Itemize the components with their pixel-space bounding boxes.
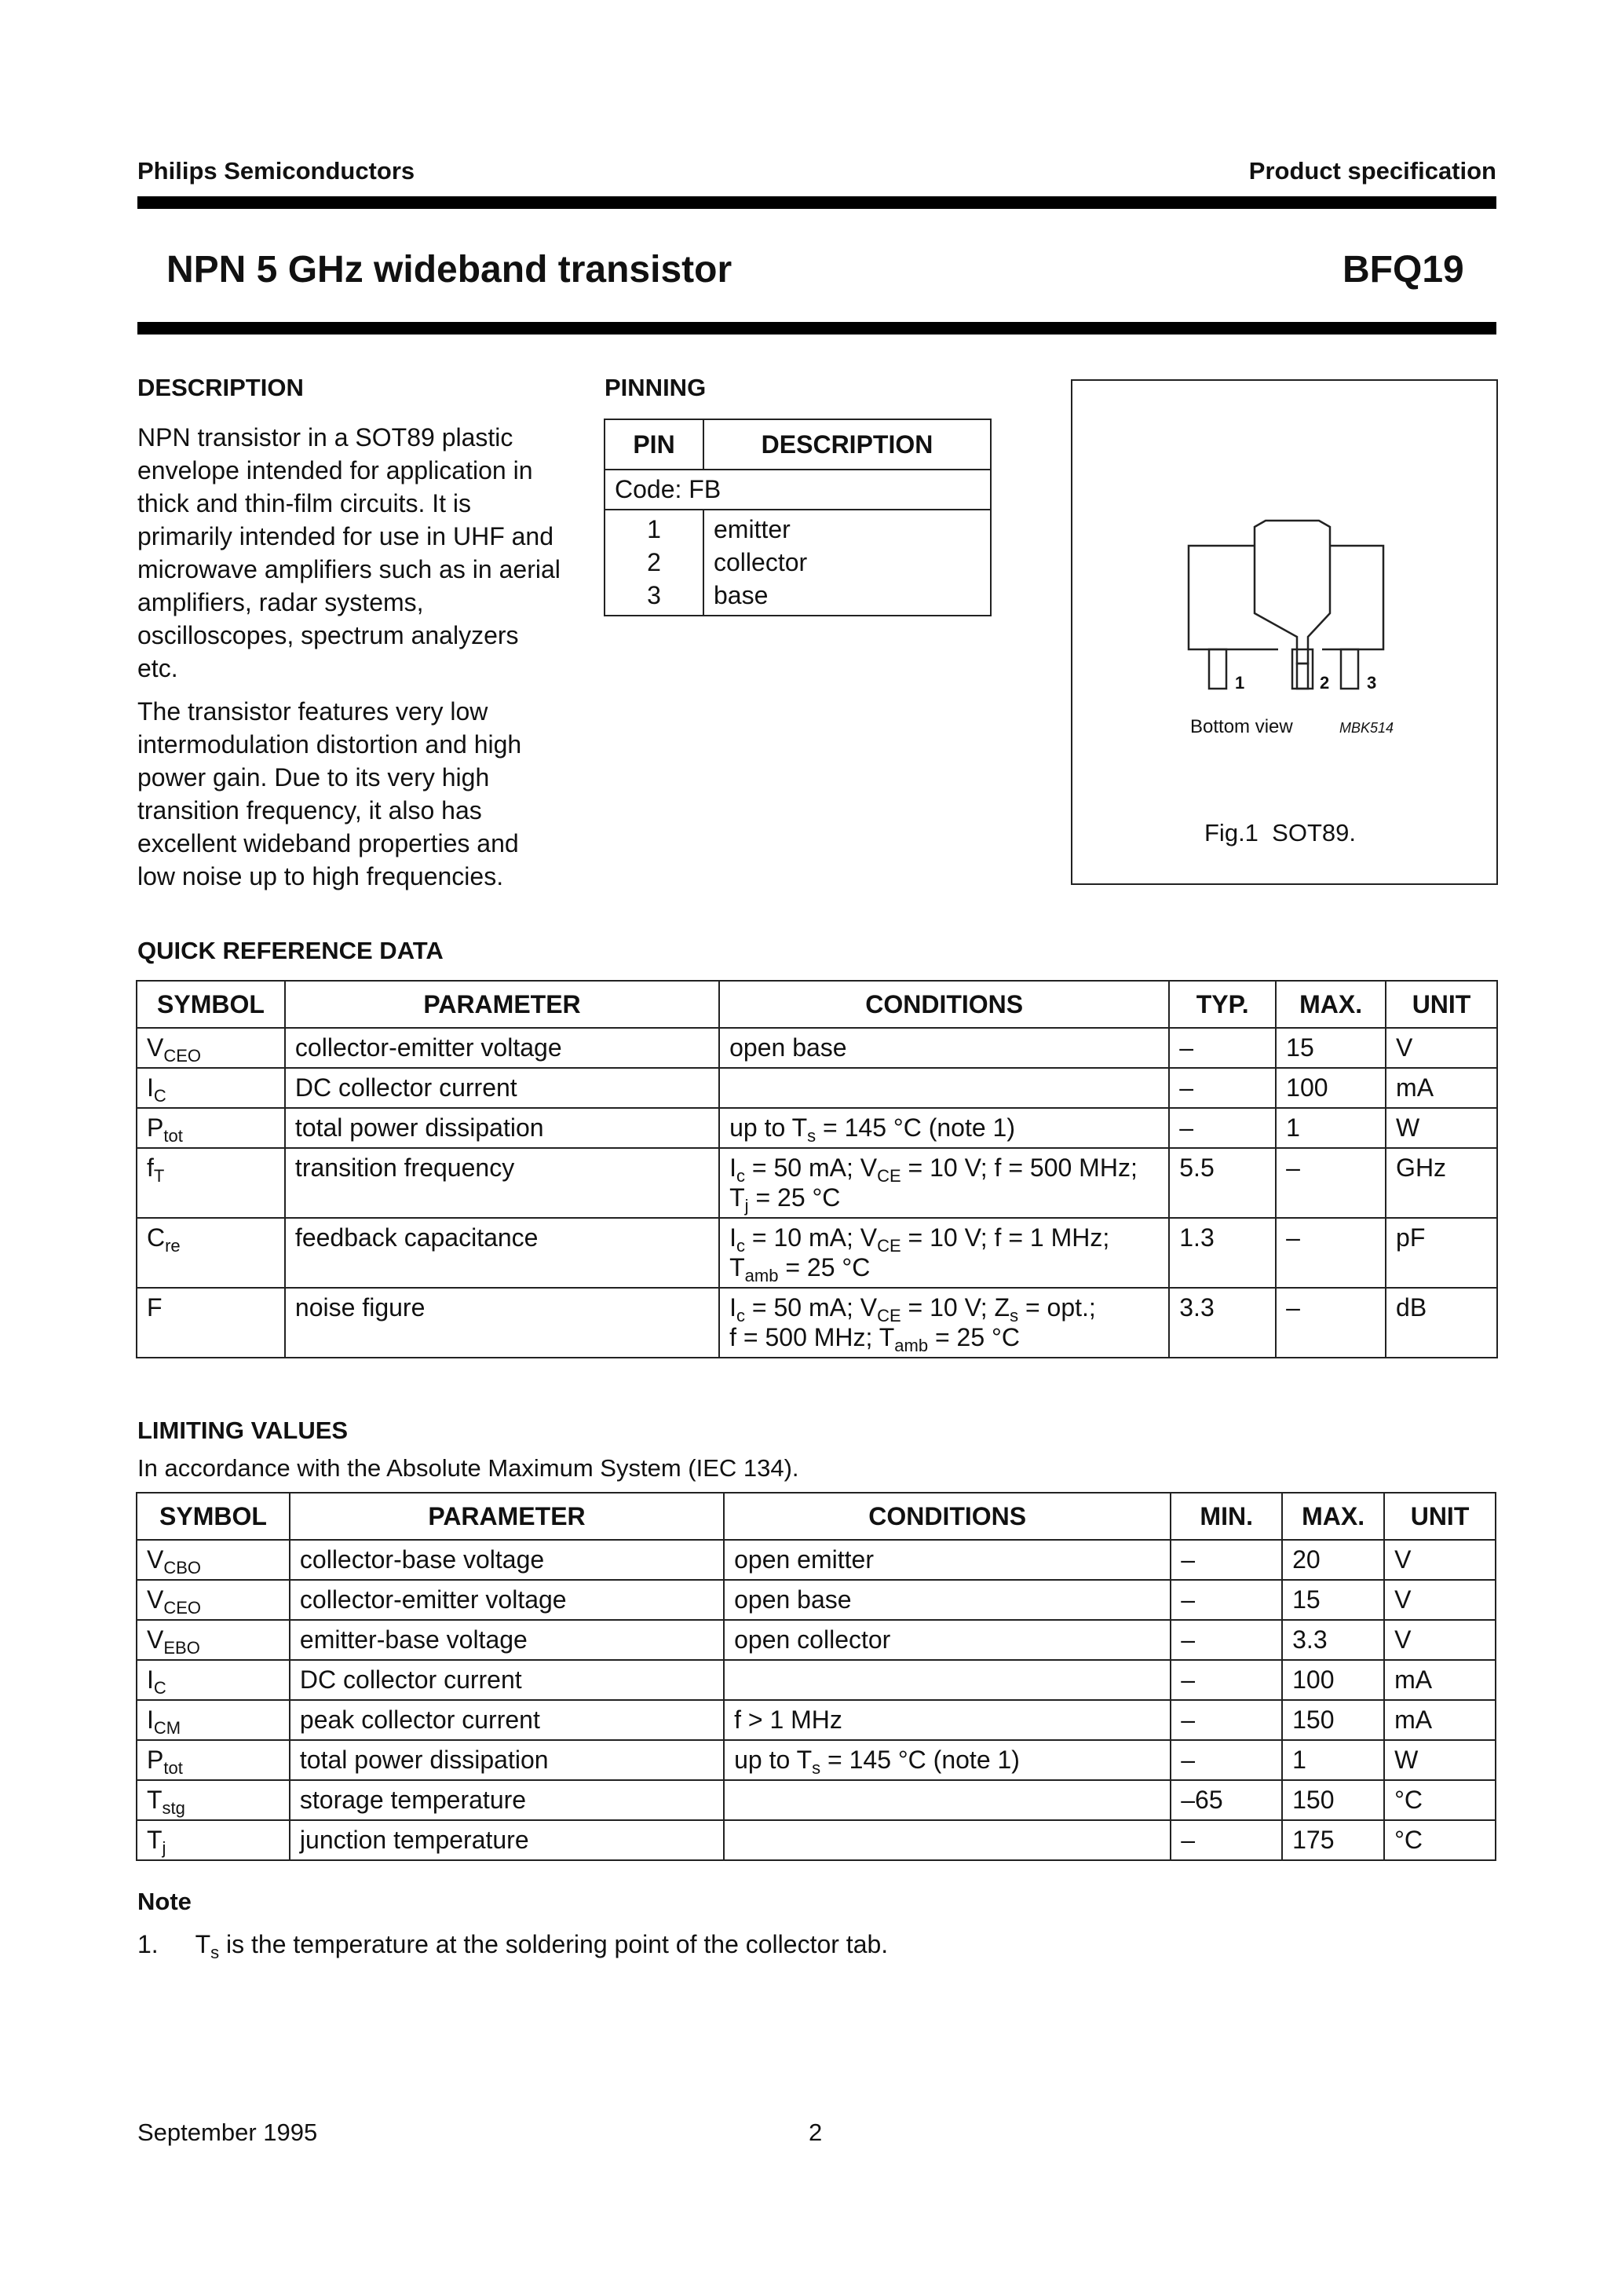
note-number: 1. [137, 1930, 159, 1958]
unit-cell: dB [1386, 1288, 1497, 1358]
table-row [137, 1148, 1497, 1218]
table-row [137, 1620, 1496, 1660]
part-number: BFQ19 [1343, 249, 1464, 291]
min-cell: – [1171, 1740, 1282, 1780]
unit-cell: V [1386, 1028, 1497, 1068]
figure-box [1071, 379, 1498, 885]
max-cell: 100 [1282, 1660, 1384, 1700]
pin-label: 1 [1235, 673, 1245, 693]
description-line: excellent wideband properties and [137, 829, 519, 857]
symbol-cell: $I_C$ [137, 1068, 285, 1108]
col-header-max: MAX. [1282, 1493, 1384, 1540]
min-cell: – [1171, 1580, 1282, 1620]
note-heading: Note [137, 1888, 192, 1915]
max-cell: 1 [1276, 1108, 1386, 1148]
table-row [137, 1580, 1496, 1620]
min-cell: – [1171, 1660, 1282, 1700]
col-header-min: MIN. [1171, 1493, 1282, 1540]
conditions-cell: open base [724, 1580, 1171, 1620]
max-cell: 15 [1282, 1580, 1384, 1620]
parameter-cell: DC collector current [285, 1068, 719, 1108]
col-header-conditions: CONDITIONS [724, 1493, 1171, 1540]
pin-description: base [703, 579, 991, 616]
conditions-cell: $I_c = 50$ mA; $V_{CE} = 10$ V; f = 500 MHz; $T_j = 25$ °C [719, 1148, 1169, 1218]
symbol-cell: $T_{stg}$ [137, 1780, 290, 1820]
table-row [137, 1700, 1496, 1740]
unit-cell: °C [1384, 1820, 1496, 1860]
figure-number: Fig.1 [1204, 819, 1259, 846]
col-header-unit: UNIT [1384, 1493, 1496, 1540]
conditions-cell: up to $T_s = 145$ °C (note 1) [719, 1108, 1169, 1148]
symbol-cell: $I_C$ [137, 1660, 290, 1700]
limiting-subtitle: In accordance with the Absolute Maximum System (IEC 134). [137, 1454, 799, 1482]
view-label: Bottom view [1190, 716, 1293, 737]
parameter-cell: junction temperature [290, 1820, 724, 1860]
parameter-cell: storage temperature [290, 1780, 724, 1820]
description-line: amplifiers, radar systems, [137, 588, 424, 616]
typ-cell: 3.3 [1169, 1288, 1276, 1358]
unit-cell: W [1384, 1740, 1496, 1780]
table-row [137, 1660, 1496, 1700]
unit-cell: °C [1384, 1780, 1496, 1820]
table-row [137, 1780, 1496, 1820]
unit-cell: mA [1384, 1660, 1496, 1700]
table-row [137, 1028, 1497, 1068]
typ-cell: 5.5 [1169, 1148, 1276, 1218]
max-cell: 3.3 [1282, 1620, 1384, 1660]
typ-cell: 1.3 [1169, 1218, 1276, 1288]
max-cell: 100 [1276, 1068, 1386, 1108]
symbol-cell: $V_{EBO}$ [137, 1620, 290, 1660]
figure-caption-text: SOT89. [1272, 819, 1356, 846]
conditions-cell [724, 1820, 1171, 1860]
max-cell: 20 [1282, 1540, 1384, 1580]
col-header-symbol: SYMBOL [137, 981, 285, 1028]
parameter-cell: total power dissipation [285, 1108, 719, 1148]
col-header-parameter: PARAMETER [285, 981, 719, 1028]
page-title: NPN 5 GHz wideband transistor [166, 249, 732, 291]
company-name: Philips Semiconductors [137, 157, 415, 185]
pin-label: 2 [1320, 673, 1330, 693]
pin-description: emitter [703, 510, 991, 546]
pin-number: 3 [605, 579, 703, 616]
table-row [137, 1108, 1497, 1148]
conditions-cell: open collector [724, 1620, 1171, 1660]
footer-date: September 1995 [137, 2119, 318, 2146]
symbol-cell: $C_{re}$ [137, 1218, 285, 1288]
table-row [137, 1740, 1496, 1780]
symbol-cell: $T_j$ [137, 1820, 290, 1860]
description-line: The transistor features very low [137, 697, 488, 726]
parameter-cell: peak collector current [290, 1700, 724, 1740]
sot89-package-drawing [1072, 381, 1496, 883]
parameter-cell: collector-base voltage [290, 1540, 724, 1580]
col-header-typ: TYP. [1169, 981, 1276, 1028]
conditions-cell [724, 1660, 1171, 1700]
symbol-cell: $f_T$ [137, 1148, 285, 1218]
limiting-heading: LIMITING VALUES [137, 1417, 349, 1444]
unit-cell: GHz [1386, 1148, 1497, 1218]
description-line: primarily intended for use in UHF and [137, 522, 554, 550]
table-row [137, 1068, 1497, 1108]
description-line: intermodulation distortion and high [137, 730, 522, 759]
conditions-cell: open emitter [724, 1540, 1171, 1580]
max-cell: – [1276, 1148, 1386, 1218]
package-code: Code: FB [605, 470, 991, 510]
max-cell: 175 [1282, 1820, 1384, 1860]
note-text: $T_s$ is the temperature at the soldering point of the collector tab. [195, 1930, 889, 1962]
figure-caption [1204, 819, 1356, 847]
min-cell: –65 [1171, 1780, 1282, 1820]
description-line: oscilloscopes, spectrum analyzers [137, 621, 519, 649]
min-cell: – [1171, 1540, 1282, 1580]
unit-cell: V [1384, 1620, 1496, 1660]
figure-code: MBK514 [1339, 720, 1394, 736]
parameter-cell: collector-emitter voltage [290, 1580, 724, 1620]
pin-column-header: PIN [605, 419, 703, 470]
col-header-symbol: SYMBOL [137, 1493, 290, 1540]
description-line: etc. [137, 654, 178, 682]
pin-1-lead [1209, 649, 1226, 689]
table-row [137, 1540, 1496, 1580]
description-line: NPN transistor in a SOT89 plastic [137, 423, 513, 452]
description-line: thick and thin-film circuits. It is [137, 489, 471, 517]
symbol-cell: $V_{CEO}$ [137, 1028, 285, 1068]
parameter-cell: total power dissipation [290, 1740, 724, 1780]
pin-3-lead [1341, 649, 1358, 689]
conditions-cell [719, 1068, 1169, 1108]
quick-ref-heading: QUICK REFERENCE DATA [137, 937, 444, 964]
unit-cell: mA [1384, 1700, 1496, 1740]
conditions-cell: f > 1 MHz [724, 1700, 1171, 1740]
symbol-cell: $V_{CEO}$ [137, 1580, 290, 1620]
min-cell: – [1171, 1820, 1282, 1860]
quick-ref-table [136, 980, 1498, 1358]
unit-cell: pF [1386, 1218, 1497, 1288]
symbol-cell: $P_{tot}$ [137, 1108, 285, 1148]
typ-cell: – [1169, 1108, 1276, 1148]
limiting-values-table [136, 1492, 1496, 1861]
max-cell: 15 [1276, 1028, 1386, 1068]
unit-cell: W [1386, 1108, 1497, 1148]
description-line: power gain. Due to its very high [137, 763, 490, 792]
table-row [137, 1820, 1496, 1860]
symbol-cell: F [137, 1288, 285, 1358]
col-header-parameter: PARAMETER [290, 1493, 724, 1540]
conditions-cell: open base [719, 1028, 1169, 1068]
description-line: microwave amplifiers such as in aerial [137, 555, 561, 583]
description-line: envelope intended for application in [137, 456, 533, 484]
description-column-header: DESCRIPTION [703, 419, 991, 470]
col-header-conditions: CONDITIONS [719, 981, 1169, 1028]
parameter-cell: collector-emitter voltage [285, 1028, 719, 1068]
parameter-cell: transition frequency [285, 1148, 719, 1218]
typ-cell: – [1169, 1028, 1276, 1068]
conditions-cell [724, 1780, 1171, 1820]
description-line: transition frequency, it also has [137, 796, 482, 824]
pin-number: 1 [605, 510, 703, 546]
parameter-cell: DC collector current [290, 1660, 724, 1700]
unit-cell: mA [1386, 1068, 1497, 1108]
description-para2 [137, 695, 577, 893]
table-row [137, 1288, 1497, 1358]
unit-cell: V [1384, 1580, 1496, 1620]
title-rule [137, 322, 1496, 335]
doc-type: Product specification [1248, 157, 1496, 185]
typ-cell: – [1169, 1068, 1276, 1108]
table-row [137, 1218, 1497, 1288]
pinning-heading: PINNING [605, 374, 707, 401]
top-rule [137, 196, 1496, 209]
unit-cell: V [1384, 1540, 1496, 1580]
pin-label: 3 [1367, 673, 1377, 693]
conditions-cell: up to $T_s = 145$ °C (note 1) [724, 1740, 1171, 1780]
col-header-unit: UNIT [1386, 981, 1497, 1028]
page-number: 2 [809, 2119, 823, 2146]
description-heading: DESCRIPTION [137, 374, 304, 401]
symbol-cell: $P_{tot}$ [137, 1740, 290, 1780]
conditions-cell: $I_c = 10$ mA; $V_{CE} = 10$ V; f = 1 MHz; $T_{amb} = 25$ °C [719, 1218, 1169, 1288]
min-cell: – [1171, 1700, 1282, 1740]
conditions-cell: $I_c = 50$ mA; $V_{CE} = 10$ V; $Z_s$ = opt.; f = 500 MHz; $T_{amb} = 25$ °C [719, 1288, 1169, 1358]
col-header-max: MAX. [1276, 981, 1386, 1028]
description-line: low noise up to high frequencies. [137, 862, 504, 890]
note-item [137, 1930, 889, 1962]
symbol-cell: $I_{CM}$ [137, 1700, 290, 1740]
max-cell: 150 [1282, 1780, 1384, 1820]
description-para1 [137, 421, 577, 685]
pin-2-lead [1297, 664, 1308, 689]
max-cell: 150 [1282, 1700, 1384, 1740]
max-cell: 1 [1282, 1740, 1384, 1780]
pin-number: 2 [605, 546, 703, 579]
pinning-table [604, 419, 992, 616]
max-cell: – [1276, 1288, 1386, 1358]
max-cell: – [1276, 1218, 1386, 1288]
min-cell: – [1171, 1620, 1282, 1660]
parameter-cell: emitter-base voltage [290, 1620, 724, 1660]
symbol-cell: $V_{CBO}$ [137, 1540, 290, 1580]
pin-description: collector [703, 546, 991, 579]
parameter-cell: feedback capacitance [285, 1218, 719, 1288]
parameter-cell: noise figure [285, 1288, 719, 1358]
